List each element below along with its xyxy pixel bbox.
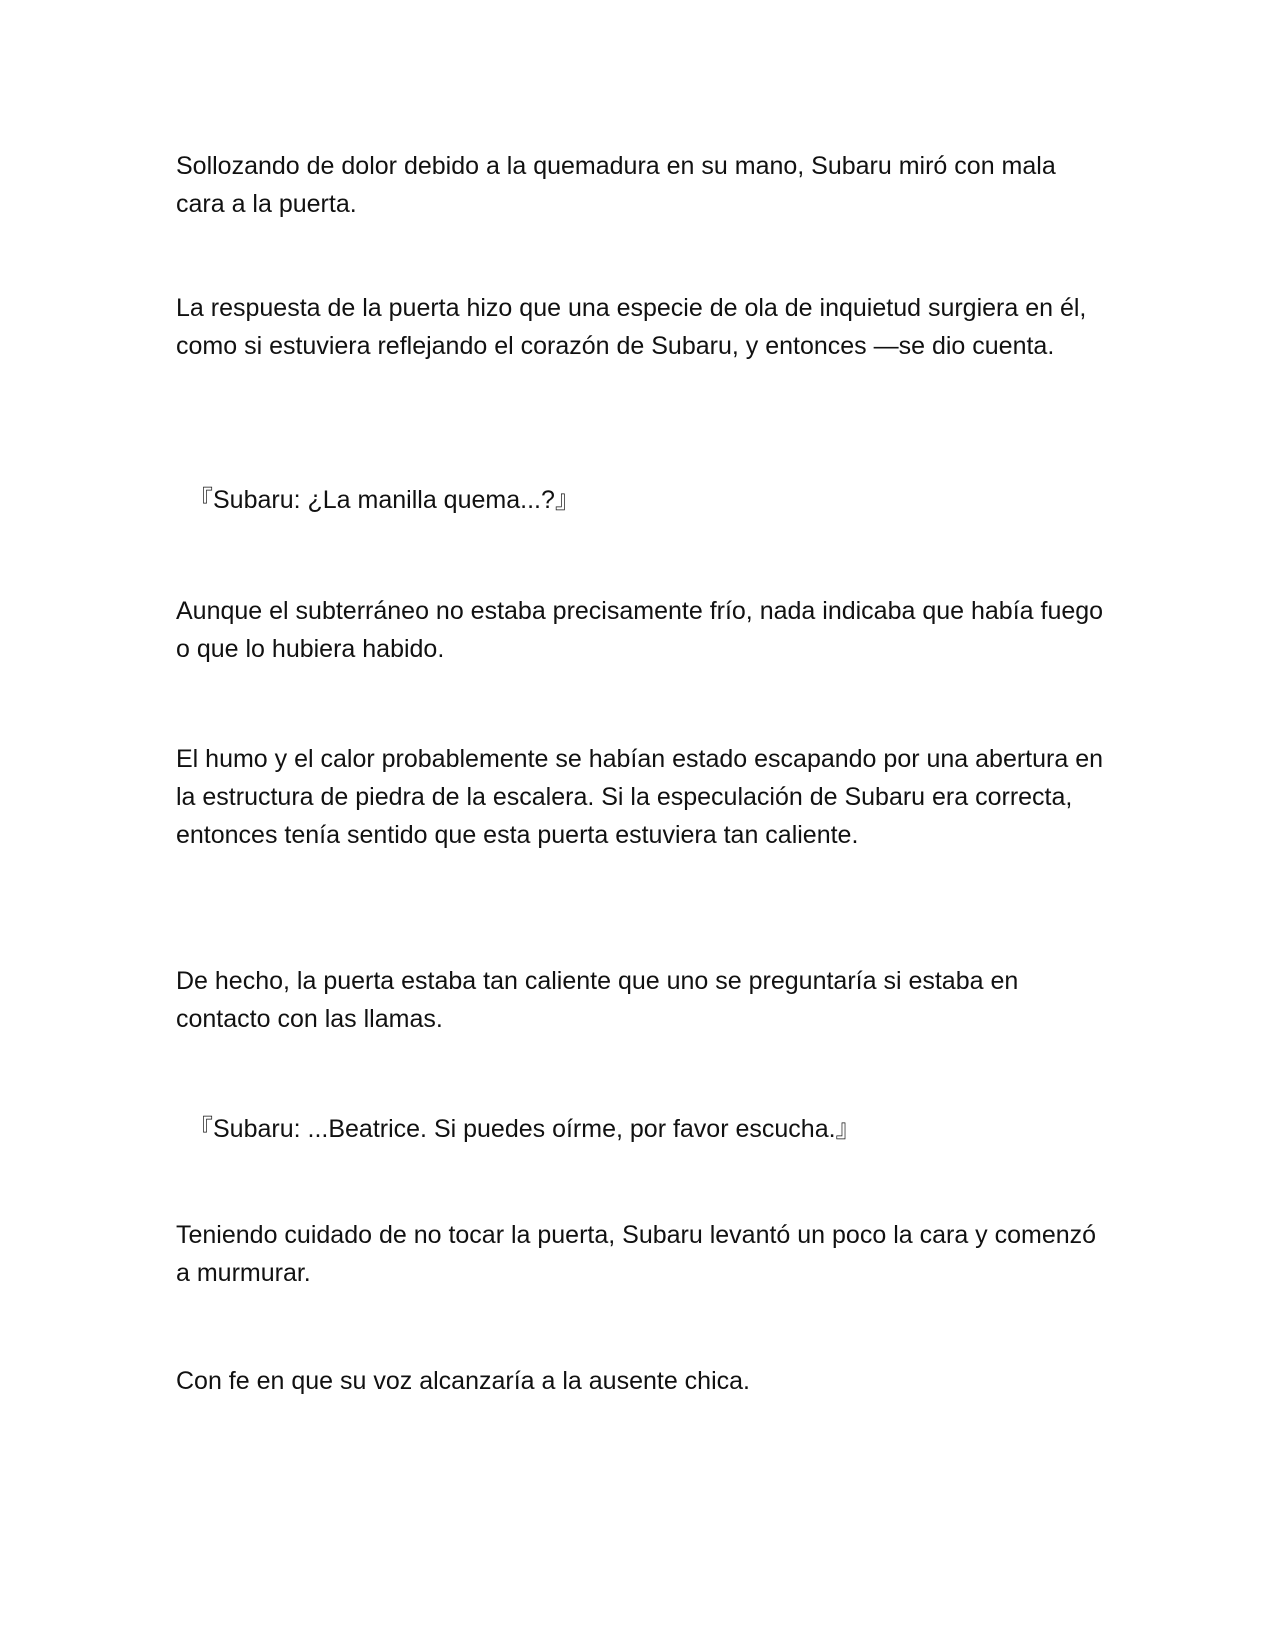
paragraph-4: El humo y el calor probablemente se habían estado escapando por una abertura en la estructura de piedra de la escalera. Si la especulación de Subaru era correcta, entonces tenía sentido que esta puerta estuviera tan caliente. <box>176 745 1104 849</box>
paragraph-1: Sollozando de dolor debido a la quemadura en su mano, Subaru miró con mala cara a la puerta. <box>176 152 1056 218</box>
dialogue-line-2: 『Subaru: ...Beatrice. Si puedes oírme, por favor escucha.』 <box>188 1115 861 1143</box>
paragraph-7: Con fe en que su voz alcanzaría a la ausente chica. <box>176 1367 750 1395</box>
paragraph-3: Aunque el subterráneo no estaba precisamente frío, nada indicaba que había fuego o que lo hubiera habido. <box>176 597 1104 663</box>
paragraph-5: De hecho, la puerta estaba tan caliente que uno se preguntaría si estaba en contacto con las llamas. <box>176 967 1019 1033</box>
dialogue-line-1: 『Subaru: ¿La manilla quema...?』 <box>188 486 580 514</box>
paragraph-6: Teniendo cuidado de no tocar la puerta, Subaru levantó un poco la cara y comenzó a murmurar. <box>176 1221 1097 1287</box>
paragraph-2: La respuesta de la puerta hizo que una especie de ola de inquietud surgiera en él, como si estuviera reflejando el corazón de Subaru, y entonces —se dio cuenta. <box>176 294 1087 360</box>
